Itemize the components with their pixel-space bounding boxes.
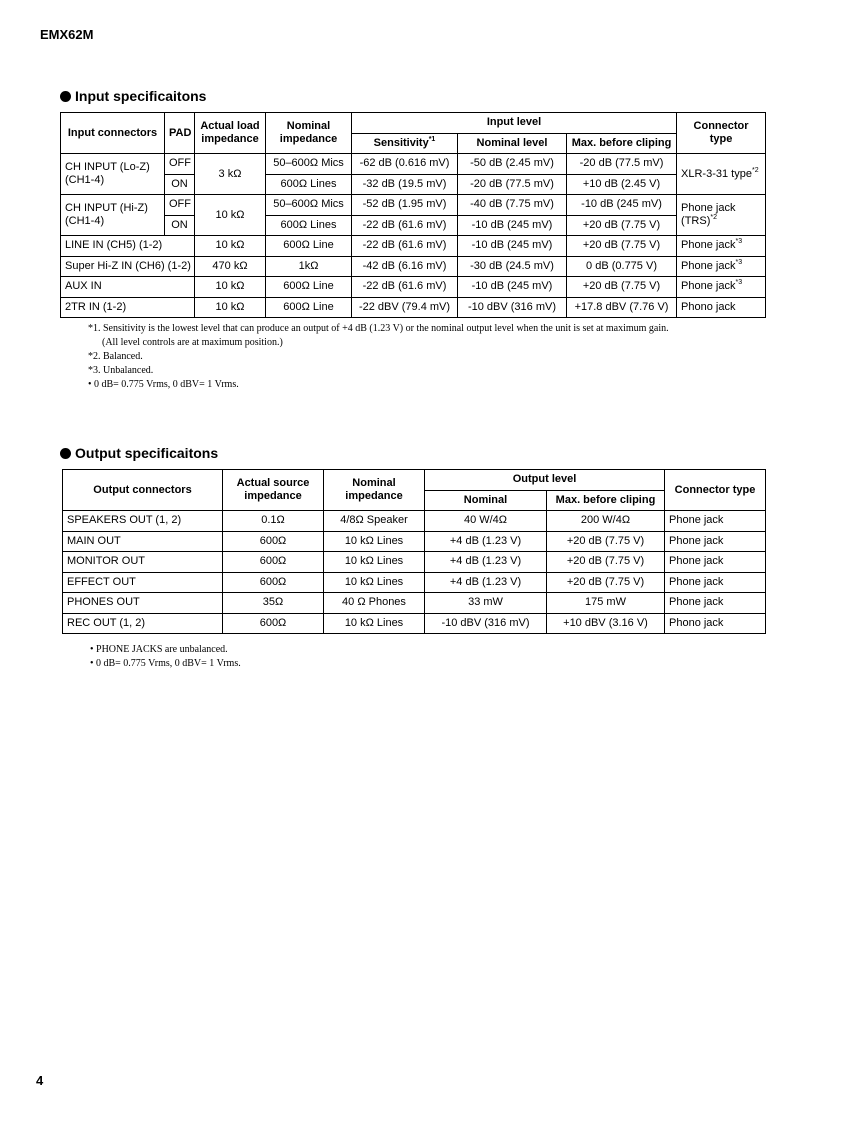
header-max-before: Max. before cliping bbox=[547, 490, 665, 511]
cell-connector: Super Hi-Z IN (CH6) (1-2) bbox=[61, 256, 195, 277]
header-nominal-level: Nominal level bbox=[458, 133, 567, 154]
cell-nominal-level: -10 dB (245 mV) bbox=[458, 236, 567, 257]
input-spec-table bbox=[60, 112, 766, 318]
note-1: • PHONE JACKS are unbalanced. bbox=[90, 644, 228, 655]
cell-nominal-imp: 50–600Ω Mics bbox=[266, 154, 352, 175]
cell-nominal-imp: 600Ω Lines bbox=[266, 215, 352, 236]
table-row bbox=[63, 613, 766, 634]
cell-max: +10 dBV (3.16 V) bbox=[547, 613, 665, 634]
cell-type: Phone jack$^{*3}$ bbox=[677, 277, 766, 298]
cell-type: Phone jack$^{*3}$ bbox=[677, 236, 766, 257]
cell-max: +20 dB (7.75 V) bbox=[547, 531, 665, 552]
cell-pad: ON bbox=[165, 174, 195, 195]
cell-connector: 2TR IN (1-2) bbox=[61, 297, 195, 318]
table-row bbox=[61, 174, 766, 195]
cell-actual: 10 kΩ bbox=[195, 297, 266, 318]
cell-connector: REC OUT (1, 2) bbox=[63, 613, 223, 634]
cell-type: Phono jack bbox=[665, 613, 766, 634]
output-spec-table bbox=[62, 469, 766, 634]
table-row bbox=[61, 256, 766, 277]
cell-connector: LINE IN (CH5) (1-2) bbox=[61, 236, 195, 257]
input-title-text: Input specificaitons bbox=[75, 88, 207, 104]
cell-actual: 0.1Ω bbox=[223, 511, 324, 532]
cell-nominal-level: -20 dB (77.5 mV) bbox=[458, 174, 567, 195]
note-1-cont: (All level controls are at maximum position.) bbox=[102, 337, 283, 348]
cell-nominal-imp: 10 kΩ Lines bbox=[324, 531, 425, 552]
note-2: *2. Balanced. bbox=[88, 351, 143, 362]
cell-type: Phono jack bbox=[677, 297, 766, 318]
cell-max: +20 dB (7.75 V) bbox=[567, 236, 677, 257]
cell-sensitivity: -22 dBV (79.4 mV) bbox=[352, 297, 458, 318]
cell-nominal: +4 dB (1.23 V) bbox=[425, 552, 547, 573]
bullet-icon bbox=[60, 91, 71, 102]
cell-type: Phone jack bbox=[665, 552, 766, 573]
cell-sensitivity: -22 dB (61.6 mV) bbox=[352, 215, 458, 236]
cell-max: -10 dB (245 mV) bbox=[567, 195, 677, 216]
cell-nominal-imp: 10 kΩ Lines bbox=[324, 572, 425, 593]
cell-max: +20 dB (7.75 V) bbox=[567, 277, 677, 298]
model-name: EMX62M bbox=[40, 27, 94, 42]
table-row bbox=[61, 195, 766, 216]
table-row bbox=[61, 277, 766, 298]
note-1: *1. Sensitivity is the lowest level that can produce an output of +4 dB (1.23 V) or the nominal output level when the unit is set at maximum gain. bbox=[88, 323, 669, 334]
cell-nominal: 40 W/4Ω bbox=[425, 511, 547, 532]
cell-nominal-imp: 600Ω Line bbox=[266, 236, 352, 257]
cell-max: 175 mW bbox=[547, 593, 665, 614]
cell-max: 0 dB (0.775 V) bbox=[567, 256, 677, 277]
output-notes bbox=[90, 643, 241, 671]
cell-sensitivity: -52 dB (1.95 mV) bbox=[352, 195, 458, 216]
cell-connector: CH INPUT (Lo-Z) (CH1-4) bbox=[61, 154, 165, 195]
cell-max: +20 dB (7.75 V) bbox=[547, 552, 665, 573]
table-row bbox=[61, 215, 766, 236]
cell-type: Phone jack bbox=[665, 572, 766, 593]
page-number: 4 bbox=[36, 1073, 44, 1088]
table-row bbox=[63, 511, 766, 532]
cell-max: +20 dB (7.75 V) bbox=[547, 572, 665, 593]
cell-type: XLR-3-31 type$^{*2}$ bbox=[677, 154, 766, 195]
note-2: • 0 dB= 0.775 Vrms, 0 dBV= 1 Vrms. bbox=[90, 658, 241, 669]
output-section-title bbox=[60, 445, 218, 461]
header-actual-load: Actual load impedance bbox=[195, 113, 266, 154]
table-row bbox=[61, 297, 766, 318]
cell-actual: 10 kΩ bbox=[195, 277, 266, 298]
header-connector-type: Connector type bbox=[677, 113, 766, 154]
cell-nominal-imp: 600Ω Line bbox=[266, 277, 352, 298]
header-connector-type: Connector type bbox=[665, 470, 766, 511]
header-nominal: Nominal bbox=[425, 490, 547, 511]
header-input-level: Input level bbox=[352, 113, 677, 134]
cell-sensitivity: -22 dB (61.6 mV) bbox=[352, 236, 458, 257]
cell-pad: OFF bbox=[165, 195, 195, 216]
table-row bbox=[63, 593, 766, 614]
cell-nominal-imp: 40 Ω Phones bbox=[324, 593, 425, 614]
cell-pad: OFF bbox=[165, 154, 195, 175]
cell-nominal: -10 dBV (316 mV) bbox=[425, 613, 547, 634]
cell-nominal-imp: 1kΩ bbox=[266, 256, 352, 277]
cell-max: +17.8 dBV (7.76 V) bbox=[567, 297, 677, 318]
table-row bbox=[63, 552, 766, 573]
cell-sensitivity: -42 dB (6.16 mV) bbox=[352, 256, 458, 277]
note-4: • 0 dB= 0.775 Vrms, 0 dBV= 1 Vrms. bbox=[88, 379, 239, 390]
cell-max: +20 dB (7.75 V) bbox=[567, 215, 677, 236]
cell-type: Phone jack bbox=[665, 511, 766, 532]
cell-nominal: +4 dB (1.23 V) bbox=[425, 572, 547, 593]
input-section-title bbox=[60, 88, 206, 104]
header-pad: PAD bbox=[165, 113, 195, 154]
cell-pad: ON bbox=[165, 215, 195, 236]
cell-sensitivity: -62 dB (0.616 mV) bbox=[352, 154, 458, 175]
cell-nominal-imp: 4/8Ω Speaker bbox=[324, 511, 425, 532]
cell-type: Phone jack bbox=[665, 531, 766, 552]
cell-nominal-imp: 50–600Ω Mics bbox=[266, 195, 352, 216]
table-row bbox=[61, 154, 766, 175]
table-row bbox=[63, 572, 766, 593]
header-nominal-impedance: Nominal impedance bbox=[266, 113, 352, 154]
cell-type: Phone jack$^{*3}$ bbox=[677, 256, 766, 277]
header-sensitivity: Sensitivity$^{*1}$ bbox=[352, 133, 458, 154]
table-row bbox=[63, 531, 766, 552]
cell-sensitivity: -32 dB (19.5 mV) bbox=[352, 174, 458, 195]
cell-max: +10 dB (2.45 V) bbox=[567, 174, 677, 195]
cell-actual: 600Ω bbox=[223, 613, 324, 634]
cell-nominal-imp: 600Ω Line bbox=[266, 297, 352, 318]
cell-actual: 470 kΩ bbox=[195, 256, 266, 277]
cell-connector: PHONES OUT bbox=[63, 593, 223, 614]
cell-actual: 10 kΩ bbox=[195, 195, 266, 236]
cell-nominal-imp: 10 kΩ Lines bbox=[324, 613, 425, 634]
header-actual-source: Actual source impedance bbox=[223, 470, 324, 511]
cell-actual: 600Ω bbox=[223, 572, 324, 593]
cell-nominal-level: -10 dBV (316 mV) bbox=[458, 297, 567, 318]
cell-max: 200 W/4Ω bbox=[547, 511, 665, 532]
header-output-connectors: Output connectors bbox=[63, 470, 223, 511]
cell-nominal-level: -10 dB (245 mV) bbox=[458, 277, 567, 298]
cell-actual: 600Ω bbox=[223, 531, 324, 552]
cell-type: Phone jack bbox=[665, 593, 766, 614]
cell-connector: SPEAKERS OUT (1, 2) bbox=[63, 511, 223, 532]
cell-max: -20 dB (77.5 mV) bbox=[567, 154, 677, 175]
cell-type: Phone jack (TRS)$^{*2}$ bbox=[677, 195, 766, 236]
cell-actual: 600Ω bbox=[223, 552, 324, 573]
cell-nominal-imp: 10 kΩ Lines bbox=[324, 552, 425, 573]
cell-nominal-level: -30 dB (24.5 mV) bbox=[458, 256, 567, 277]
cell-nominal-level: -10 dB (245 mV) bbox=[458, 215, 567, 236]
header-input-connectors: Input connectors bbox=[61, 113, 165, 154]
cell-connector: EFFECT OUT bbox=[63, 572, 223, 593]
input-notes bbox=[88, 322, 669, 392]
cell-connector: CH INPUT (Hi-Z) (CH1-4) bbox=[61, 195, 165, 236]
cell-nominal-level: -40 dB (7.75 mV) bbox=[458, 195, 567, 216]
cell-actual: 10 kΩ bbox=[195, 236, 266, 257]
header-output-level: Output level bbox=[425, 470, 665, 491]
cell-actual: 35Ω bbox=[223, 593, 324, 614]
table-row bbox=[61, 236, 766, 257]
header-max-before: Max. before cliping bbox=[567, 133, 677, 154]
cell-nominal: +4 dB (1.23 V) bbox=[425, 531, 547, 552]
cell-actual: 3 kΩ bbox=[195, 154, 266, 195]
cell-connector: AUX IN bbox=[61, 277, 195, 298]
bullet-icon bbox=[60, 448, 71, 459]
cell-connector: MAIN OUT bbox=[63, 531, 223, 552]
cell-sensitivity: -22 dB (61.6 mV) bbox=[352, 277, 458, 298]
note-3: *3. Unbalanced. bbox=[88, 365, 154, 376]
cell-nominal-imp: 600Ω Lines bbox=[266, 174, 352, 195]
header-nominal-impedance: Nominal impedance bbox=[324, 470, 425, 511]
cell-nominal: 33 mW bbox=[425, 593, 547, 614]
output-title-text: Output specificaitons bbox=[75, 445, 219, 461]
cell-nominal-level: -50 dB (2.45 mV) bbox=[458, 154, 567, 175]
cell-connector: MONITOR OUT bbox=[63, 552, 223, 573]
